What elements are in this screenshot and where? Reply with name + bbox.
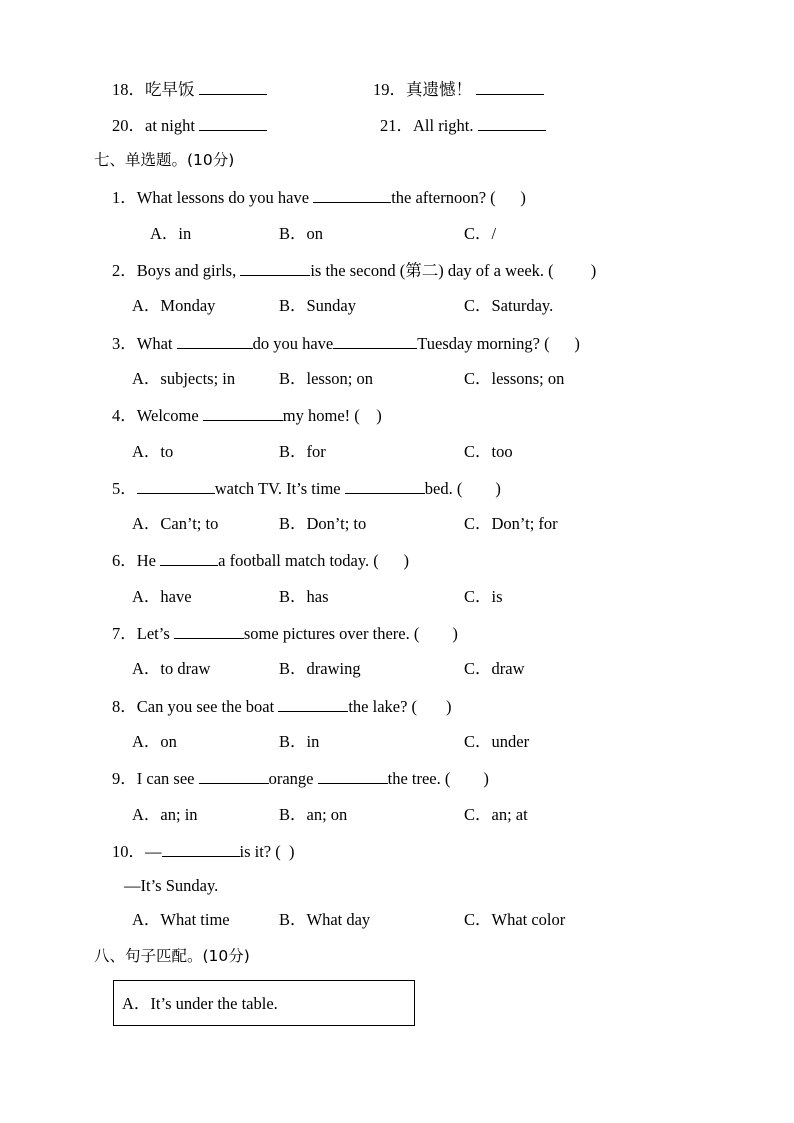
question-4: 4．Welcome my home! ( ) <box>112 406 382 425</box>
option-a[interactable]: A．Monday <box>132 296 216 315</box>
answer-blank[interactable] <box>240 260 310 276</box>
option-a[interactable]: A．to draw <box>132 659 211 678</box>
option-b[interactable]: B．for <box>279 442 326 461</box>
question-6: 6．He a football match today. ( ) <box>112 551 410 570</box>
answer-blank[interactable] <box>137 478 215 494</box>
question-3: 3．What do you have Tuesday morning? ( ) <box>112 334 580 353</box>
option-a[interactable]: A．Can’t; to <box>132 514 219 533</box>
option-a[interactable]: A．in <box>150 224 192 243</box>
section-title-sentence-matching: 八、句子匹配。(10分) <box>94 947 250 965</box>
section-title-multiple-choice: 七、单选题。(10分) <box>94 151 235 169</box>
question-2: 2．Boys and girls, is the second (第二) day of a week. ( ) <box>112 261 597 280</box>
option-c[interactable]: C．is <box>464 587 503 606</box>
option-c[interactable]: C．too <box>464 442 513 461</box>
answer-blank[interactable] <box>199 115 267 131</box>
option-a[interactable]: A．subjects; in <box>132 369 236 388</box>
question-1: 1．What lessons do you have the afternoon? ( ) <box>112 188 526 207</box>
option-c[interactable]: C．What color <box>464 910 566 929</box>
question-5: 5． watch TV. It’s time bed. ( ) <box>112 479 501 498</box>
option-b[interactable]: B．on <box>279 224 324 243</box>
option-b[interactable]: B．in <box>279 732 320 751</box>
option-c[interactable]: C．Saturday. <box>464 296 554 315</box>
option-a[interactable]: A．on <box>132 732 177 751</box>
answer-blank[interactable] <box>313 187 391 203</box>
phrase-20: 20．at night <box>112 115 267 136</box>
answer-blank[interactable] <box>476 79 544 95</box>
answer-blank[interactable] <box>160 550 218 566</box>
option-b[interactable]: B．Don’t; to <box>279 514 367 533</box>
question-10: 10．— is it? ( ) <box>112 842 295 861</box>
question-10-reply: —It’s Sunday. <box>124 876 219 895</box>
answer-blank[interactable] <box>278 696 348 712</box>
answer-blank[interactable] <box>203 405 283 421</box>
option-c[interactable]: C．Don’t; for <box>464 514 558 533</box>
answer-blank[interactable] <box>174 623 244 639</box>
option-b[interactable]: B．lesson; on <box>279 369 373 388</box>
answer-blank[interactable] <box>199 79 267 95</box>
answer-blank[interactable] <box>177 333 253 349</box>
phrase-21: 21．All right. <box>380 115 546 136</box>
option-b[interactable]: B．has <box>279 587 329 606</box>
option-b[interactable]: B．an; on <box>279 805 348 824</box>
option-a[interactable]: A．What time <box>132 910 230 929</box>
answer-blank[interactable] <box>318 768 388 784</box>
answer-blank[interactable] <box>199 768 269 784</box>
question-7: 7．Let’s some pictures over there. ( ) <box>112 624 458 643</box>
option-b[interactable]: B．What day <box>279 910 371 929</box>
phrase-19: 19．真遗憾！ <box>373 79 544 100</box>
option-c[interactable]: C．draw <box>464 659 525 678</box>
answer-blank[interactable] <box>345 478 425 494</box>
option-b[interactable]: B．drawing <box>279 659 361 678</box>
option-c[interactable]: C．under <box>464 732 530 751</box>
option-b[interactable]: B．Sunday <box>279 296 357 315</box>
option-a[interactable]: A．to <box>132 442 174 461</box>
phrase-18: 18．吃早饭 <box>112 79 267 100</box>
option-c[interactable]: C．lessons; on <box>464 369 565 388</box>
answer-blank[interactable] <box>162 841 240 857</box>
option-a[interactable]: A．an; in <box>132 805 198 824</box>
answer-blank[interactable] <box>333 333 417 349</box>
question-9: 9．I can see orange the tree. ( ) <box>112 769 489 788</box>
option-a[interactable]: A．have <box>132 587 192 606</box>
match-box-a <box>113 980 415 1026</box>
match-box-a-text: A．It’s under the table. <box>122 994 278 1013</box>
option-c[interactable]: C．an; at <box>464 805 528 824</box>
option-c[interactable]: C．/ <box>464 224 497 243</box>
answer-blank[interactable] <box>478 115 546 131</box>
question-8: 8．Can you see the boat the lake? ( ) <box>112 697 452 716</box>
